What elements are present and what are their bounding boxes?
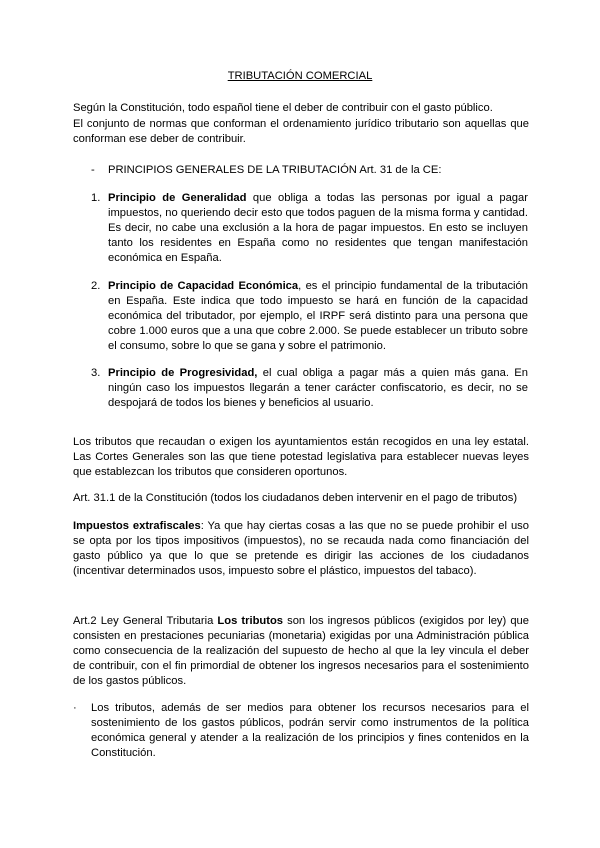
paragraph-extrafiscales	[73, 519, 529, 579]
intro-line-2: El conjunto de normas que conforman el ordenamiento jurídico tributario son aquellas que conforman ese deber de contribuir.	[73, 118, 529, 145]
principles-heading: PRINCIPIOS GENERALES DE LA TRIBUTACIÓN Art. 31 de la CE:	[108, 164, 442, 176]
intro-line-1: Según la Constitución, todo español tiene el deber de contribuir con el gasto público.	[73, 102, 493, 114]
principle-1-name: Principio de Generalidad	[108, 192, 247, 204]
extrafiscales-label: Impuestos extrafiscales	[73, 520, 201, 532]
principle-1-number: 1.	[91, 192, 101, 204]
principle-2	[108, 279, 528, 354]
principle-2-name: Principio de Capacidad Económica	[108, 280, 299, 292]
principle-3-name: Principio de Progresividad,	[108, 367, 258, 379]
extrafiscales-text: : Ya que hay ciertas cosas a las que no se puede prohibir el uso se opta por los tipos impositivos (impuestos), no se recauda nada como financiación del gasto público ya que lo que se pretende es dirigir las acciones de los ciudadanos (incentivar determinados usos, impuesto sobre el plástico, impuestos del tabaco).	[73, 520, 529, 577]
principle-3-text: el cual obliga a pagar más a quien más gana. En ningún caso los impuestos llegarán a tener carácter confiscatorio, es decir, no se despojará de todos los bienes y beneficios al usuario.	[108, 367, 528, 409]
principle-2-text: , es el principio fundamental de la tributación en España. Este indica que todo impuesto se hará en función de la capacidad económica del tributador, por ejemplo, el IRPF será distinto para una persona que cobre 1.000 euros que a una que cobre 2.000. Se puede establecer un tributo sobre el consumo, sobre lo que se gana y sobre el patrimonio.	[108, 280, 528, 352]
principles-dash: -	[91, 164, 95, 176]
bullet-marker: ·	[73, 702, 77, 714]
art2-prefix: Art.2 Ley General Tributaria	[73, 615, 218, 627]
art2-bold: Los tributos	[217, 615, 284, 627]
principle-1-text: que obliga a todas las personas por igual a pagar impuestos, no queriendo decir esto que todos paguen de la misma forma y cantidad. Es decir, no cabe una exclusión a la hora de pagar impuestos. En esto se incluyen tanto los residentes en España como no residentes que tengan manifestación económica en España.	[108, 192, 528, 264]
principle-3	[108, 366, 528, 411]
paragraph-art2	[73, 614, 529, 689]
principle-2-number: 2.	[91, 280, 101, 292]
principle-1	[108, 191, 528, 266]
art-31-1: Art. 31.1 de la Constitución (todos los ciudadanos deben intervenir en el pago de tributos)	[73, 492, 518, 504]
document-title: TRIBUTACIÓN COMERCIAL	[227, 70, 373, 82]
bullet-paragraph: Los tributos, además de ser medios para obtener los recursos necesarios para el sostenimiento de los gastos públicos, podrán servir como instrumentos de la política económica general y atender a la realización de los principios y fines contenidos en la Constitución.	[91, 702, 529, 759]
paragraph-ayuntamientos: Los tributos que recaudan o exigen los ayuntamientos están recogidos en una ley estatal. Las Cortes Generales son las que tiene potestad legislativa para establecer nuevas leyes que establezcan los tributos que consideren oportunos.	[73, 436, 529, 478]
art2-text: son los ingresos públicos (exigidos por ley) que consisten en prestaciones pecuniarias (monetaria) exigidas por una Administración pública como consecuencia de la realización del supuesto de hecho al que la ley vincula el deber de contribuir, con el fin primordial de obtener los ingresos necesarios para el sostenimiento de los gastos públicos.	[73, 615, 529, 687]
principle-3-number: 3.	[91, 367, 101, 379]
